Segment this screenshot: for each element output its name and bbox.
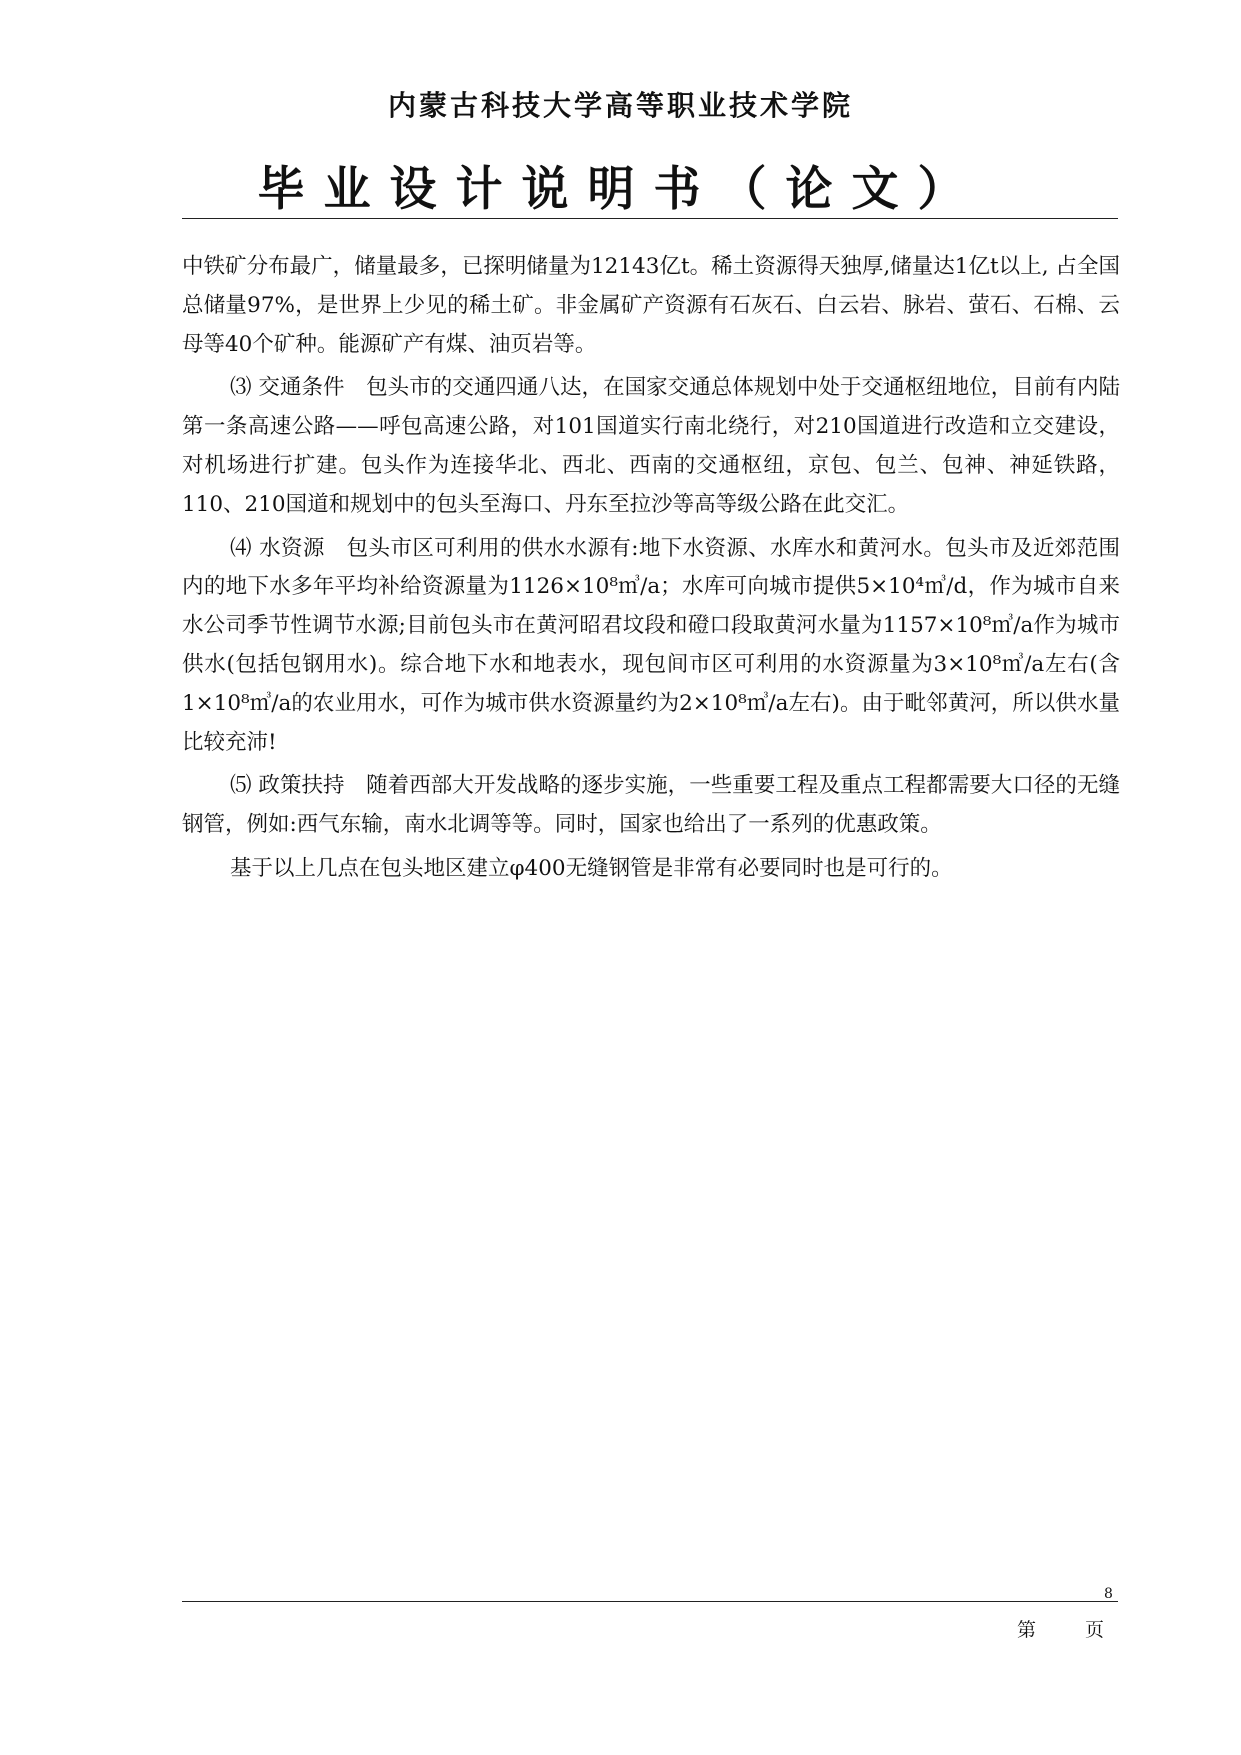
body-text (182, 248, 1120, 894)
institution-name: 内蒙古科技大学高等职业技术学院 (387, 89, 853, 122)
header-divider (182, 218, 1118, 219)
page-number: 8 (1104, 1586, 1113, 1602)
paragraph-minerals: 中铁矿分布最广，储量最多，已探明储量为12143亿t。稀土资源得天独厚,储量达1亿t以上, 占全国总储量97%，是世界上少见的稀土矿。非金属矿产资源有石灰石、白云岩、脉岩、萤石、石棉、云母等40个矿种。能源矿产有煤、油页岩等。 (182, 254, 1120, 357)
page-label-prefix: 第 (1017, 1619, 1037, 1641)
page-label-suffix: 页 (1085, 1619, 1105, 1641)
document-title: 毕业设计说明书（论文） (257, 162, 984, 217)
paragraph-water: ⑷ 水资源 包头市区可利用的供水水源有:地下水资源、水库水和黄河水。包头市及近郊范围内的地下水多年平均补给资源量为1126×10⁸㎥/a；水库可向城市提供5×10⁴㎥/d，作为城市自来水公司季节性调节水源;目前包头市在黄河昭君坟段和磴口段取黄河水量为1157×10⁸㎥/a作为城市供水(包括包钢用水)。综合地下水和地表水，现包间市区可利用的水资源量为3×10⁸㎥/a左右(含1×10⁸㎥/a的农业用水，可作为城市供水资源量约为2×10⁸㎥/a左右)。由于毗邻黄河，所以供水量比较充沛! (182, 535, 1120, 755)
paragraph-transport: ⑶ 交通条件 包头市的交通四通八达，在国家交通总体规划中处于交通枢纽地位，目前有内陆第一条高速公路——呼包高速公路，对101国道实行南北绕行，对210国道进行改造和立交建设，对机场进行扩建。包头作为连接华北、西北、西南的交通枢纽，京包、包兰、包神、神延铁路，110、210国道和规划中的包头至海口、丹东至拉沙等高等级公路在此交汇。 (182, 375, 1120, 517)
footer-divider (182, 1601, 1118, 1602)
paragraph-conclusion: 基于以上几点在包头地区建立φ400无缝钢管是非常有必要同时也是可行的。 (230, 855, 953, 881)
paragraph-policy: ⑸ 政策扶持 随着西部大开发战略的逐步实施，一些重要工程及重点工程都需要大口径的无缝钢管，例如:西气东输，南水北调等等。同时，国家也给出了一系列的优惠政策。 (182, 773, 1120, 838)
